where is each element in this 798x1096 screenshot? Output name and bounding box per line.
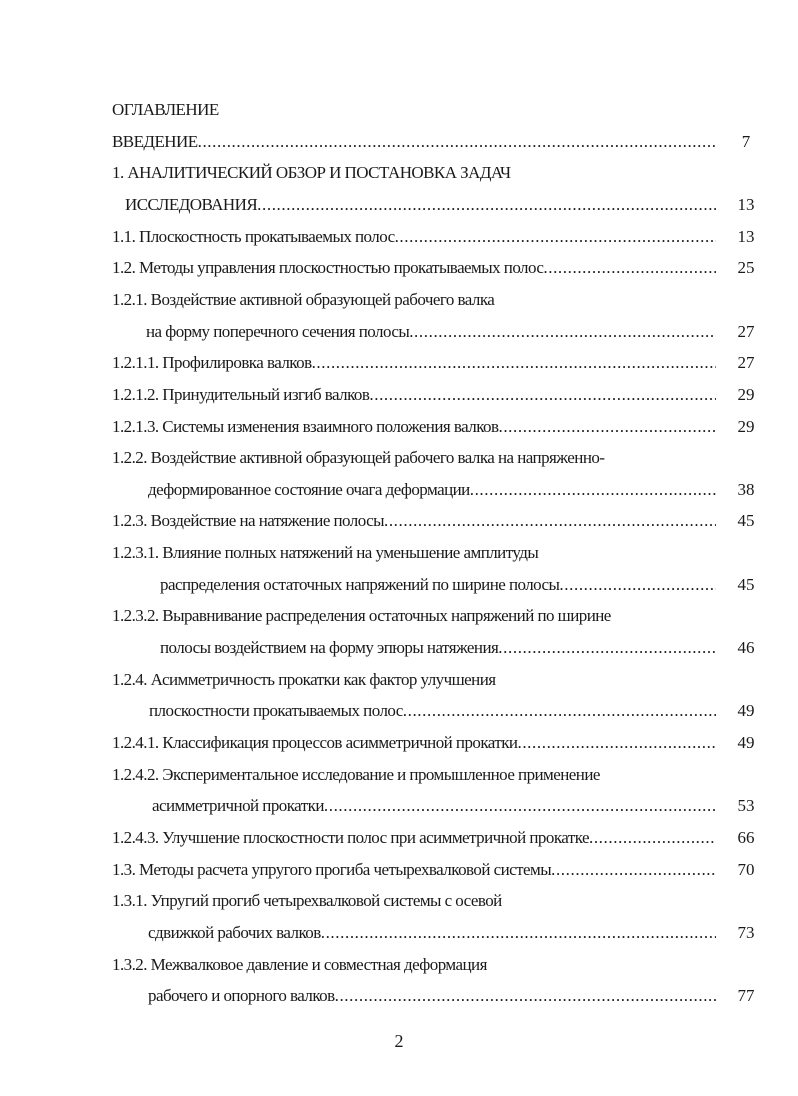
toc-entry — [146, 320, 716, 344]
toc-entry-page: 45 — [737, 511, 755, 531]
dot-leader — [470, 478, 716, 502]
toc-entry-page: 29 — [737, 416, 755, 436]
toc-entry-page: 53 — [737, 796, 755, 816]
toc-entry-label: 1.2.4.3. Улучшение плоскостности полос при асимметричной прокатке — [112, 827, 589, 847]
toc-entry — [112, 383, 716, 407]
toc-entry-label: 1.2.1.3. Системы изменения взаимного положения валков — [112, 416, 499, 436]
toc-entry — [112, 288, 494, 312]
toc-entry — [148, 984, 716, 1008]
toc-entry-label: 1.2.1.2. Принудительный изгиб валков — [112, 384, 370, 404]
toc-entry-label: 1.2.3. Воздействие на натяжение полосы — [112, 511, 384, 531]
toc-entry — [148, 921, 716, 945]
toc-entry — [112, 541, 538, 565]
toc-entry — [112, 953, 487, 977]
toc-entry — [112, 763, 600, 787]
toc-entry-page: 38 — [737, 479, 755, 499]
dot-leader — [384, 509, 716, 533]
dot-leader — [543, 256, 716, 280]
dot-leader — [198, 130, 716, 154]
toc-entry — [112, 889, 502, 913]
toc-entry-label: деформированное состояние очага деформации — [148, 479, 470, 499]
toc-entry — [112, 731, 716, 755]
toc-entry — [148, 478, 716, 502]
toc-entry-label: 1.2.4.1. Классификация процессов асимметричной прокатки — [112, 733, 518, 752]
toc-entry-page: 66 — [737, 827, 755, 847]
dot-leader — [257, 193, 716, 217]
toc-entry-page: 73 — [737, 922, 755, 942]
toc-entry-label: 1.2.4. Асимметричность прокатки как фактор улучшения — [112, 669, 496, 689]
toc-entry-page: 27 — [737, 353, 755, 373]
toc-entry-label: 1.2.4.2. Экспериментальное исследование и промышленное применение — [112, 764, 600, 784]
toc-entry-label: 1.3. Методы расчета упругого прогиба четырехвалковой системы — [112, 859, 552, 879]
toc-entry-label: 1.2.1.1. Профилировка валков — [112, 353, 312, 373]
toc-entry-label: полосы воздействием на форму эпюры натяжения — [160, 638, 499, 658]
toc-entry-label: распределения остаточных напряжений по ширине полосы — [160, 574, 560, 594]
dot-leader — [559, 573, 716, 597]
toc-entry — [160, 636, 716, 660]
toc-entry-page: 27 — [737, 321, 755, 341]
toc-entry — [112, 858, 716, 882]
toc-entry-label: 1.2.3.2. Выравнивание распределения остаточных напряжений по ширине — [112, 606, 611, 626]
toc-entry-page: 77 — [737, 986, 755, 1006]
toc-heading: ОГЛАВЛЕНИЕ — [112, 100, 219, 119]
dot-leader — [321, 921, 716, 945]
toc-entry-page: 70 — [737, 859, 755, 879]
toc-entry — [112, 446, 604, 470]
toc-entry-label: 1.2. Методы управления плоскостностью прокатываемых полос — [112, 258, 544, 278]
toc-entry — [112, 256, 716, 280]
toc-entry-label: ИССЛЕДОВАНИЯ — [125, 194, 258, 214]
toc-entry — [152, 794, 716, 818]
toc-entry-page: 49 — [737, 701, 755, 721]
toc-entry — [112, 668, 496, 692]
toc-entry — [112, 225, 716, 249]
toc-entry — [112, 161, 511, 185]
dot-leader — [324, 794, 716, 818]
toc-entry — [112, 351, 716, 375]
toc-entry-page: 45 — [737, 574, 755, 594]
toc-entry — [149, 699, 716, 723]
toc-entry-label: 1.2.2. Воздействие активной образующей рабочего валка на напряженно- — [112, 448, 605, 468]
toc-entry-label: 1.1. Плоскостность прокатываемых полос — [112, 226, 395, 246]
toc-entry-page: 46 — [737, 638, 755, 658]
toc-entry-label: сдвижкой рабочих валков — [148, 922, 321, 942]
toc-entry-label: 1.3.2. Межвалковое давление и совместная деформация — [112, 954, 487, 974]
toc-entry-label: плоскостности прокатываемых полос — [149, 701, 403, 721]
dot-leader — [589, 826, 716, 850]
toc-entry — [160, 573, 716, 597]
dot-leader — [409, 320, 716, 344]
toc-entry-label: 1. АНАЛИТИЧЕСКИЙ ОБЗОР И ПОСТАНОВКА ЗАДАЧ — [112, 163, 511, 183]
toc-entry-label: асимметричной прокатки — [152, 796, 324, 816]
toc-entry-page: 13 — [737, 194, 755, 214]
toc-entry — [112, 509, 716, 533]
dot-leader — [335, 984, 716, 1008]
dot-leader — [551, 858, 716, 882]
toc-entry — [112, 415, 716, 439]
dot-leader — [498, 415, 716, 439]
dot-leader — [498, 636, 716, 660]
toc-entry-label: рабочего и опорного валков — [148, 986, 335, 1006]
toc-entry-page: 13 — [737, 226, 755, 246]
toc-entry-page: 7 — [741, 131, 751, 151]
toc-entry — [125, 193, 716, 217]
dot-leader — [395, 225, 716, 249]
toc-entry-label: 1.2.1. Воздействие активной образующей рабочего валка — [112, 289, 495, 309]
toc-entry-label: 1.3.1. Упругий прогиб четырехвалковой системы с осевой — [112, 891, 502, 911]
dot-leader — [403, 699, 716, 723]
toc-entry-page: 25 — [737, 258, 755, 278]
toc-entry-page: 49 — [737, 733, 755, 752]
toc-entry-label: 1.2.3.1. Влияние полных натяжений на уменьшение амплитуды — [112, 543, 539, 563]
page-number: 2 — [394, 1031, 404, 1051]
toc-entry-label: на форму поперечного сечения полосы — [146, 321, 410, 341]
dot-leader — [517, 731, 716, 755]
toc-entry — [112, 130, 716, 154]
toc-entry — [112, 604, 611, 628]
dot-leader — [312, 351, 716, 375]
toc-entry — [112, 826, 716, 850]
dot-leader — [369, 383, 716, 407]
toc-entry-label: ВВЕДЕНИЕ — [112, 131, 198, 151]
toc-entry-page: 29 — [737, 384, 755, 404]
